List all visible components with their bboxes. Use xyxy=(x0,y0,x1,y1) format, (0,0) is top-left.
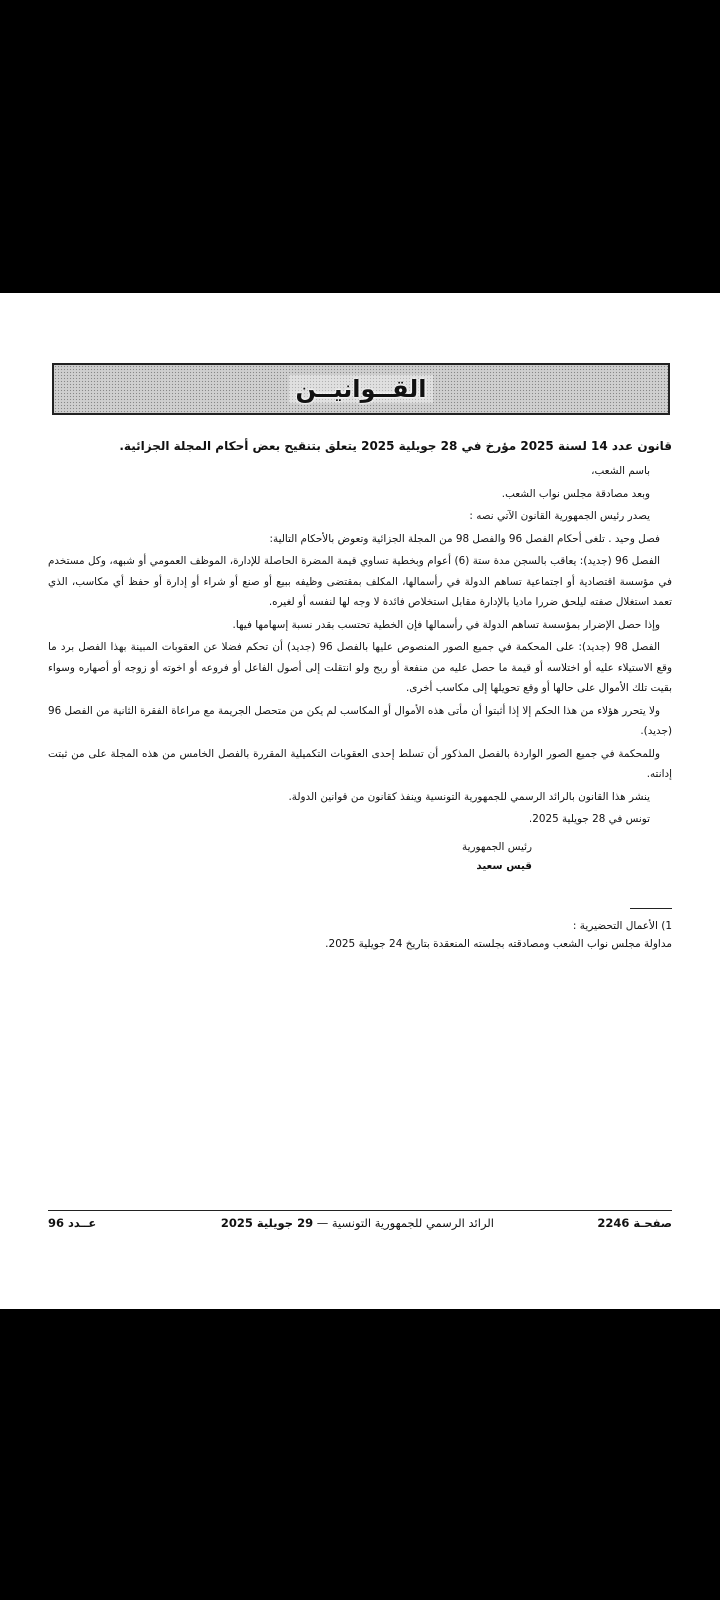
footer-divider xyxy=(48,1210,672,1211)
page-footer xyxy=(48,1214,672,1236)
law-paragraph: الفصل 96 (جديد): يعاقب بالسجن مدة ستة (6) أعوام وبخطية تساوي قيمة المضرة الحاصلة للإدارة، الموظف العمومي أو شبهه، وكل مستخدم في مؤسسة اقتصادية أو اجتماعية تساهم الدولة في رأسمالها، المكلف بمقتضى وظيفه ببيع أو صنع أو شراء أو إدارة أو حفظ أي مكاسب، الذي تعمد استغلال صفته ليلحق ضررا ماديا بالإدارة مقابل استخلاص فائدة لا وجه لها لنفسه أو لغيره. xyxy=(48,555,672,608)
signature-name: قيس سعيد xyxy=(476,859,532,872)
section-title: القــوانيــن xyxy=(289,375,432,403)
document-page xyxy=(0,293,720,1309)
law-paragraph: فصل وحيد . تلغى أحكام الفصل 96 والفصل 98 من المجلة الجزائية وتعوض بالأحكام التالية: xyxy=(269,532,660,545)
signature-role: رئيس الجمهورية xyxy=(462,840,532,853)
law-body xyxy=(48,433,672,876)
law-paragraph: ولا يتحرر هؤلاء من هذا الحكم إلا إذا أثبتوا أن مأتى هذه الأموال أو المكاسب لم يكن من متحصل الجريمة مع مراعاة الفقرة الثانية من الفصل 96 (جديد). xyxy=(48,704,672,737)
closing-line: ينشر هذا القانون بالرائد الرسمي للجمهورية التونسية وينفذ كقانون من قوانين الدولة. xyxy=(288,790,650,803)
journal-date: 29 جويلية 2025 xyxy=(220,1216,314,1230)
journal-info xyxy=(221,1216,494,1230)
law-title: قانون عدد 14 لسنة 2025 مؤرخ في 28 جويلية 2025 يتعلق بتنقيح بعض أحكام المجلة الجزائية. xyxy=(119,439,672,453)
intro-line: باسم الشعب، xyxy=(591,465,650,477)
footnote-text: مداولة مجلس نواب الشعب ومصادقته بجلسته المنعقدة بتاريخ 24 جويلية 2025. xyxy=(325,938,672,950)
law-paragraph: الفصل 98 (جديد): على المحكمة في جميع الصور المنصوص عليها بالفصل 96 (جديد) أن تحكم فضلا عن العقوبات المبينة بهذا الفصل برد ما وقع الاستيلاء عليه أو اختلاسه أو قيمة ما حصل عليه من منفعة أو ربح ولو انتقلت إلى أصول الفاعل أو فروعه أو اخوته أو زوجه أو أصهاره وسواء بقيت تلك الأموال على حالها أو وقع تحويلها إلى مكاسب أخرى. xyxy=(48,641,672,694)
page-number: صفحـة 2246 xyxy=(597,1216,672,1230)
intro-line: وبعد مصادقة مجلس نواب الشعب. xyxy=(501,487,650,500)
footnote-rule xyxy=(630,908,672,909)
law-paragraph: وللمحكمة في جميع الصور الواردة بالفصل المذكور أن تسلط إحدى العقوبات التكميلية المقررة بالفصل الخامس من هذه المجلة على من ثبتت إدانته. xyxy=(48,747,672,780)
law-paragraph: وإذا حصل الإضرار بمؤسسة تساهم الدولة في رأسمالها فإن الخطية تحتسب بقدر نسبة إسهامها فيها. xyxy=(232,618,660,631)
signature-block xyxy=(48,838,532,876)
footnote-heading: 1) الأعمال التحضيرية : xyxy=(572,920,672,932)
journal-name: الرائد الرسمي للجمهورية التونسية — xyxy=(316,1216,494,1230)
footnotes xyxy=(48,908,672,953)
date-line: تونس في 28 جويلية 2025. xyxy=(528,813,650,825)
issue-number: عــدد 96 xyxy=(48,1216,97,1230)
intro-line: يصدر رئيس الجمهورية القانون الآتي نصه : xyxy=(469,510,650,522)
section-banner xyxy=(52,363,670,415)
